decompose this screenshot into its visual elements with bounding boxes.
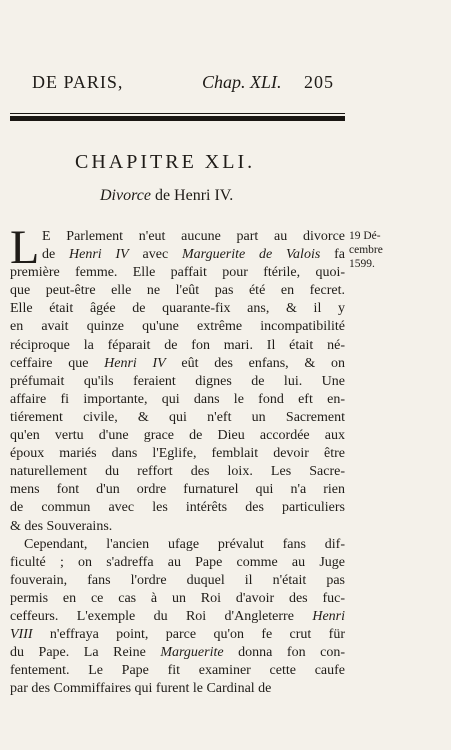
- text-line: [10, 409, 345, 427]
- text-line: [10, 608, 345, 626]
- text-run: première femme. Elle paffait pour ftérile, quoi-: [10, 265, 345, 281]
- chapter-subtitle: [100, 187, 233, 205]
- marginal-line: 19 Dé-: [349, 230, 381, 242]
- text-run: fouverain, fans l'ordre duquel il n'était pas: [10, 572, 345, 588]
- text-run: Cependant, l'ancien ufage prévalut fans dif-: [24, 536, 345, 552]
- text-line: [10, 391, 345, 409]
- marginal-line: cembre: [349, 244, 383, 256]
- chapter-title: CHAPITRE XLI.: [75, 151, 256, 173]
- text-run: qu'en vertu d'une grace de Dieu accordée aux: [10, 428, 345, 444]
- italic-text: Henri: [312, 608, 345, 624]
- text-run: Elle était âgée de quarante-fix ans, & il y: [10, 301, 345, 317]
- text-run: E Parlement n'eut aucune part au divorce: [42, 229, 345, 244]
- text-run: permis en ce cas à un Roi d'avoir des fuc-: [10, 590, 345, 606]
- chapter-subtitle-italic: Divorce: [100, 187, 151, 204]
- text-run: naturellement du reffort des loix. Les Sacre-: [10, 464, 345, 480]
- text-line: [10, 554, 345, 572]
- text-run: ficulté ; on s'adreffa au Pape comme au Juge: [10, 554, 345, 570]
- text-line: [10, 355, 345, 373]
- text-line: [10, 662, 345, 680]
- text-line: [10, 499, 345, 517]
- italic-text: Marguerite de Valois: [181, 247, 321, 263]
- text-line: [10, 680, 345, 698]
- page-number: 205: [304, 72, 334, 92]
- text-line: [10, 427, 345, 445]
- text-run: avec: [128, 247, 182, 263]
- text-line: [10, 445, 345, 463]
- text-line: [10, 228, 345, 246]
- text-line: [10, 644, 345, 662]
- text-line: [10, 590, 345, 608]
- running-head-chapter: Chap. XLI.: [202, 72, 282, 92]
- text-run: & des Souverains.: [10, 518, 113, 534]
- body-text: [10, 221, 345, 698]
- text-run: tiérement civile, & qui n'eft un Sacrement: [10, 409, 345, 425]
- header-rule: [10, 116, 345, 121]
- text-run: donna fon con-: [223, 645, 345, 661]
- chapter-subtitle-rest: de Henri IV.: [150, 187, 234, 204]
- text-run: fa: [320, 247, 345, 263]
- text-run: ceffaire que: [10, 355, 105, 371]
- text-line: [10, 536, 345, 554]
- text-line: [10, 264, 345, 282]
- text-run: réciproque la féparait de fon mari. Il était né-: [10, 337, 345, 353]
- text-line: [10, 318, 345, 336]
- text-line: [10, 300, 345, 318]
- italic-text: Marguerite: [160, 645, 224, 661]
- text-run: de commun avec les intérêts des particuliers: [10, 500, 345, 516]
- text-run: affaire fi importante, qui dans le fond eft en-: [10, 391, 345, 407]
- text-line: [10, 282, 345, 300]
- text-run: époux mariés dans l'Eglife, femblait devoir être: [10, 446, 345, 462]
- text-line: [10, 246, 345, 264]
- text-line: [10, 626, 345, 644]
- text-run: du Pape. La Reine: [10, 645, 161, 661]
- text-run: mens font d'un ordre furnaturel qui n'a rien: [10, 482, 345, 498]
- marginal-line: 1599.: [349, 258, 375, 270]
- text-line: [10, 337, 345, 355]
- text-line: [10, 572, 345, 590]
- marginal-date-note: [349, 229, 383, 271]
- text-run: préfumait qu'ils feraient dignes de lui. Une: [10, 373, 345, 389]
- italic-text: VIII: [10, 627, 33, 643]
- text-run: n'effraya point, parce qu'on fe crut für: [32, 627, 345, 643]
- drop-cap: L: [10, 221, 40, 274]
- text-run: de: [42, 247, 70, 263]
- text-run: que peut-être elle ne l'eût pas été en fecret.: [10, 283, 345, 299]
- italic-text: Henri IV: [69, 247, 129, 263]
- text-line: [10, 518, 345, 536]
- text-run: en avait quinze qu'une extrême incompatibilité: [10, 319, 345, 335]
- text-run: fentement. Le Pape fit examiner cette caufe: [10, 663, 345, 679]
- text-line: [10, 373, 345, 391]
- text-run: eût des enfans, & on: [165, 355, 345, 371]
- italic-text: Henri IV: [104, 355, 166, 371]
- running-head-title: DE PARIS,: [32, 72, 124, 92]
- text-line: [10, 481, 345, 499]
- text-line: [10, 463, 345, 481]
- text-run: par des Commiffaires qui furent le Cardinal de: [10, 681, 272, 697]
- text-run: ceffeurs. L'exemple du Roi d'Angleterre: [10, 608, 313, 624]
